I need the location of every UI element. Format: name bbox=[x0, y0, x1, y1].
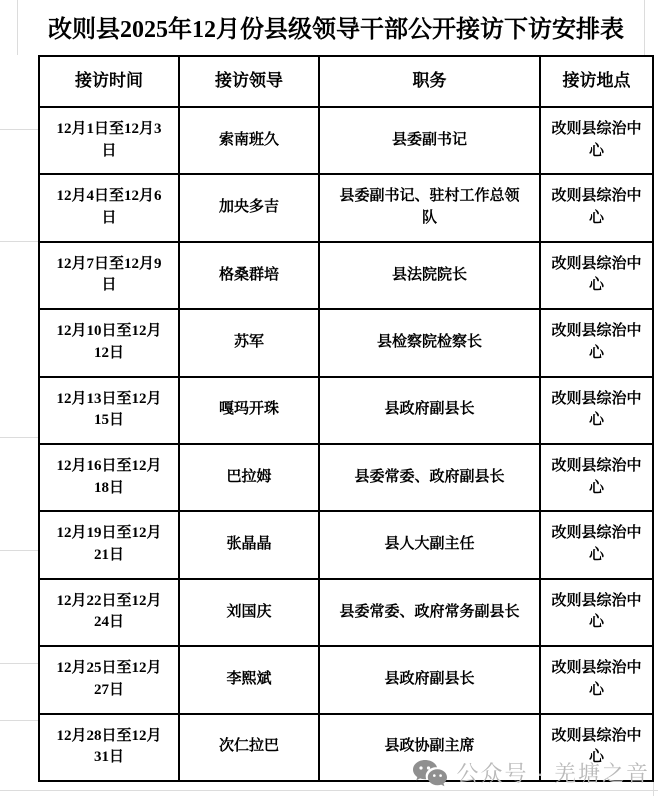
table-row bbox=[39, 646, 653, 713]
cell-reception-leader: 张晶晶 bbox=[179, 511, 319, 578]
cell-position: 县人大副主任 bbox=[319, 511, 540, 578]
margin-gridline-horizontal bbox=[0, 129, 38, 130]
watermark-text: 公众号 · 羌塘之音 bbox=[456, 761, 650, 786]
table-row bbox=[39, 107, 653, 174]
cell-reception-leader: 嘎玛开珠 bbox=[179, 377, 319, 444]
margin-gridline-horizontal bbox=[0, 437, 38, 438]
margin-gridline-horizontal bbox=[0, 550, 38, 551]
cell-reception-time: 12月16日至12月18日 bbox=[39, 444, 179, 511]
margin-gridline-horizontal bbox=[0, 790, 658, 791]
cell-reception-location: 改则县综治中心 bbox=[540, 511, 653, 578]
cell-reception-time: 12月22日至12月24日 bbox=[39, 579, 179, 646]
cell-reception-time: 12月4日至12月6日 bbox=[39, 174, 179, 241]
reception-schedule-table bbox=[38, 55, 654, 782]
cell-position: 县法院院长 bbox=[319, 242, 540, 309]
cell-reception-leader: 苏军 bbox=[179, 309, 319, 376]
table-body bbox=[39, 107, 653, 781]
margin-gridline-horizontal bbox=[0, 663, 38, 664]
cell-reception-time: 12月7日至12月9日 bbox=[39, 242, 179, 309]
cell-position: 县委副书记 bbox=[319, 107, 540, 174]
table-row bbox=[39, 444, 653, 511]
header-position: 职务 bbox=[319, 56, 540, 107]
cell-position: 县委副书记、驻村工作总领队 bbox=[319, 174, 540, 241]
table-row bbox=[39, 309, 653, 376]
cell-reception-location: 改则县综治中心 bbox=[540, 579, 653, 646]
cell-reception-location: 改则县综治中心 bbox=[540, 377, 653, 444]
cell-reception-location: 改则县综治中心 bbox=[540, 309, 653, 376]
table-row bbox=[39, 714, 653, 781]
cell-reception-location: 改则县综治中心 bbox=[540, 714, 653, 781]
cell-reception-leader: 李熙斌 bbox=[179, 646, 319, 713]
cell-reception-leader: 加央多吉 bbox=[179, 174, 319, 241]
cell-reception-location: 改则县综治中心 bbox=[540, 242, 653, 309]
header-reception-time: 接访时间 bbox=[39, 56, 179, 107]
cell-reception-location: 改则县综治中心 bbox=[540, 174, 653, 241]
cell-reception-time: 12月19日至12月21日 bbox=[39, 511, 179, 578]
margin-gridline-horizontal bbox=[0, 720, 38, 721]
margin-gridline-vertical bbox=[17, 0, 18, 55]
page-title: 改则县2025年12月份县级领导干部公开接访下访安排表 bbox=[48, 16, 624, 43]
cell-reception-time: 12月25日至12月27日 bbox=[39, 646, 179, 713]
table-row bbox=[39, 174, 653, 241]
margin-gridline-vertical bbox=[653, 782, 654, 796]
cell-reception-leader: 索南班久 bbox=[179, 107, 319, 174]
cell-reception-location: 改则县综治中心 bbox=[540, 646, 653, 713]
cell-reception-location: 改则县综治中心 bbox=[540, 107, 653, 174]
table-header-row bbox=[39, 56, 653, 107]
table-row bbox=[39, 511, 653, 578]
cell-position: 县检察院检察长 bbox=[319, 309, 540, 376]
cell-reception-time: 12月28日至12月31日 bbox=[39, 714, 179, 781]
cell-position: 县委常委、政府常务副县长 bbox=[319, 579, 540, 646]
cell-position: 县政协副主席 bbox=[319, 714, 540, 781]
margin-gridline-horizontal bbox=[0, 241, 38, 242]
cell-reception-leader: 次仁拉巴 bbox=[179, 714, 319, 781]
header-reception-location: 接访地点 bbox=[540, 56, 653, 107]
cell-position: 县政府副县长 bbox=[319, 646, 540, 713]
cell-reception-leader: 刘国庆 bbox=[179, 579, 319, 646]
cell-reception-leader: 巴拉姆 bbox=[179, 444, 319, 511]
table-row bbox=[39, 242, 653, 309]
cell-reception-time: 12月10日至12月12日 bbox=[39, 309, 179, 376]
cell-reception-location: 改则县综治中心 bbox=[540, 444, 653, 511]
cell-position: 县政府副县长 bbox=[319, 377, 540, 444]
cell-reception-leader: 格桑群培 bbox=[179, 242, 319, 309]
table-row bbox=[39, 579, 653, 646]
cell-reception-time: 12月1日至12月3日 bbox=[39, 107, 179, 174]
table-row bbox=[39, 377, 653, 444]
cell-reception-time: 12月13日至12月15日 bbox=[39, 377, 179, 444]
cell-position: 县委常委、政府副县长 bbox=[319, 444, 540, 511]
header-reception-leader: 接访领导 bbox=[179, 56, 319, 107]
